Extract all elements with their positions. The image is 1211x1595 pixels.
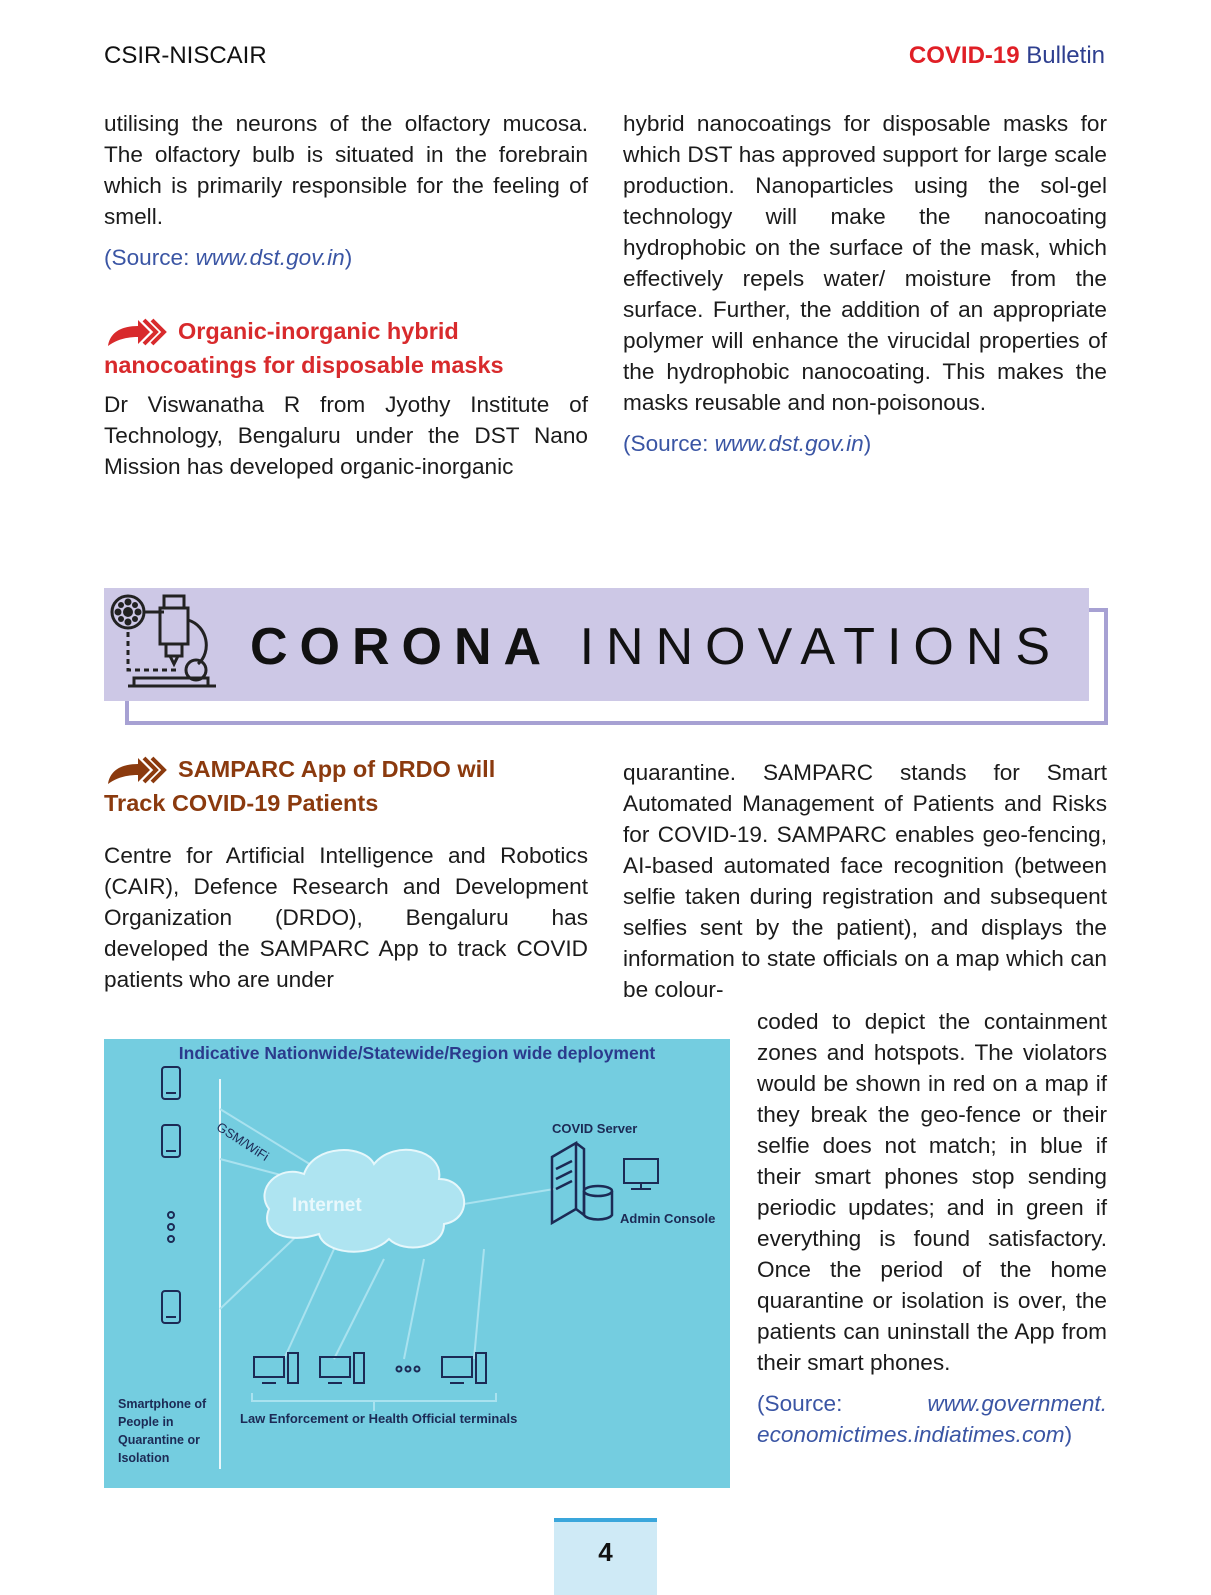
article-heading-nanocoatings: Organic-inorganic hybrid nanocoatings for disposable masks bbox=[104, 316, 604, 381]
microscope-icon bbox=[108, 590, 223, 700]
source-link[interactable]: www.dst.gov.in bbox=[714, 431, 864, 456]
diagram-title: Indicative Nationwide/Statewide/Region wide deployment bbox=[178, 1043, 656, 1063]
article2-left-text: Centre for Artificial Intelligence and Robotics (CAIR), Defence Research and Development Organization (DRDO), Bengaluru has developed the SAMPARC App to track COVID patients who are under bbox=[104, 843, 588, 992]
server-icon bbox=[552, 1143, 612, 1223]
article1-left-text: Dr Viswanatha R from Jyothy Institute of Technology, Bengaluru under the DST Nano Mission has developed organic-inorganic bbox=[104, 392, 588, 479]
article-heading-samparc: SAMPARC App of DRDO will Track COVID-19 Patients bbox=[104, 754, 604, 819]
gsm-label: GSM/WiFi bbox=[213, 1119, 272, 1164]
bulletin-title-bold: COVID-19 bbox=[908, 42, 1020, 69]
left-column-top bbox=[104, 108, 588, 273]
source-link[interactable]: www.dst.gov.in bbox=[195, 245, 345, 270]
terminals-label: Law Enforcement or Health Official terminals bbox=[240, 1411, 518, 1426]
right-column-top bbox=[623, 108, 1107, 459]
source-line: (Source: www.government. economictimes.indiatimes.com) bbox=[757, 1391, 1107, 1447]
phones-label: Smartphone of People in Quarantine or Isolation bbox=[118, 1397, 207, 1465]
source-line: (Source: www.dst.gov.in) bbox=[623, 431, 872, 456]
article2-right-top-text: quarantine. SAMPARC stands for Smart Automated Management of Patients and Risks for COVID-19. SAMPARC enables geo-fencing, AI-based automated face recognition (between selfie taken during registration and subsequent selfies sent by the patient), and displays the information to state officials on a map which can be colour- bbox=[623, 760, 1107, 1002]
internet-label: Internet bbox=[292, 1195, 362, 1216]
publisher-name: CSIR-NISCAIR bbox=[104, 42, 267, 69]
section-banner-title: CORONA INNOVATIONS bbox=[250, 618, 1063, 676]
source-line: (Source: www.dst.gov.in) bbox=[104, 245, 353, 270]
article2-right-bottom-text: coded to depict the containment zones and hotspots. The violators would be shown in red on a map if they break the geo-fence or their selfie does not match; in blue if their smart phones stop sending periodic updates; and in green if everything is found satisfactory. Once the period of the home quarantine or isolation is over, the patients can uninstall the App from their smart phones. (Source: www.government. economictimes.indiatimes.com) bbox=[757, 1006, 1107, 1450]
olfactory-paragraph: utilising the neurons of the olfactory mucosa. The olfactory bulb is situated in the forebrain which is primarily responsible for the feeling of smell. bbox=[104, 111, 588, 229]
bulletin-title-normal: Bulletin bbox=[1019, 42, 1105, 69]
source-link[interactable]: www.government. bbox=[927, 1391, 1107, 1416]
smartphone-icon bbox=[162, 1067, 180, 1323]
double-arrow-icon bbox=[104, 316, 172, 350]
source-link[interactable]: economictimes.indiatimes.com bbox=[757, 1422, 1065, 1447]
admin-console-icon bbox=[624, 1159, 658, 1189]
terminal-computer-icon bbox=[254, 1353, 486, 1383]
samparc-deployment-diagram bbox=[104, 1039, 730, 1488]
server-label: COVID Server bbox=[552, 1121, 638, 1136]
bulletin-title bbox=[909, 42, 1105, 70]
console-label: Admin Console bbox=[620, 1211, 716, 1226]
page-number: 4 bbox=[554, 1518, 657, 1595]
double-arrow-icon bbox=[104, 754, 172, 788]
nanocoating-paragraph: hybrid nanocoatings for disposable masks for which DST has approved support for large scale production. Nanoparticles using the sol-gel technology will make the nanocoating hydrophobic on the surface of the mask, which effectively repels water/ moisture from the surface. Further, the addition of an appropriate polymer will enhance the virucidal properties of the hydrophobic nanocoating. This makes the masks reusable and non-poisonous. bbox=[623, 111, 1107, 415]
